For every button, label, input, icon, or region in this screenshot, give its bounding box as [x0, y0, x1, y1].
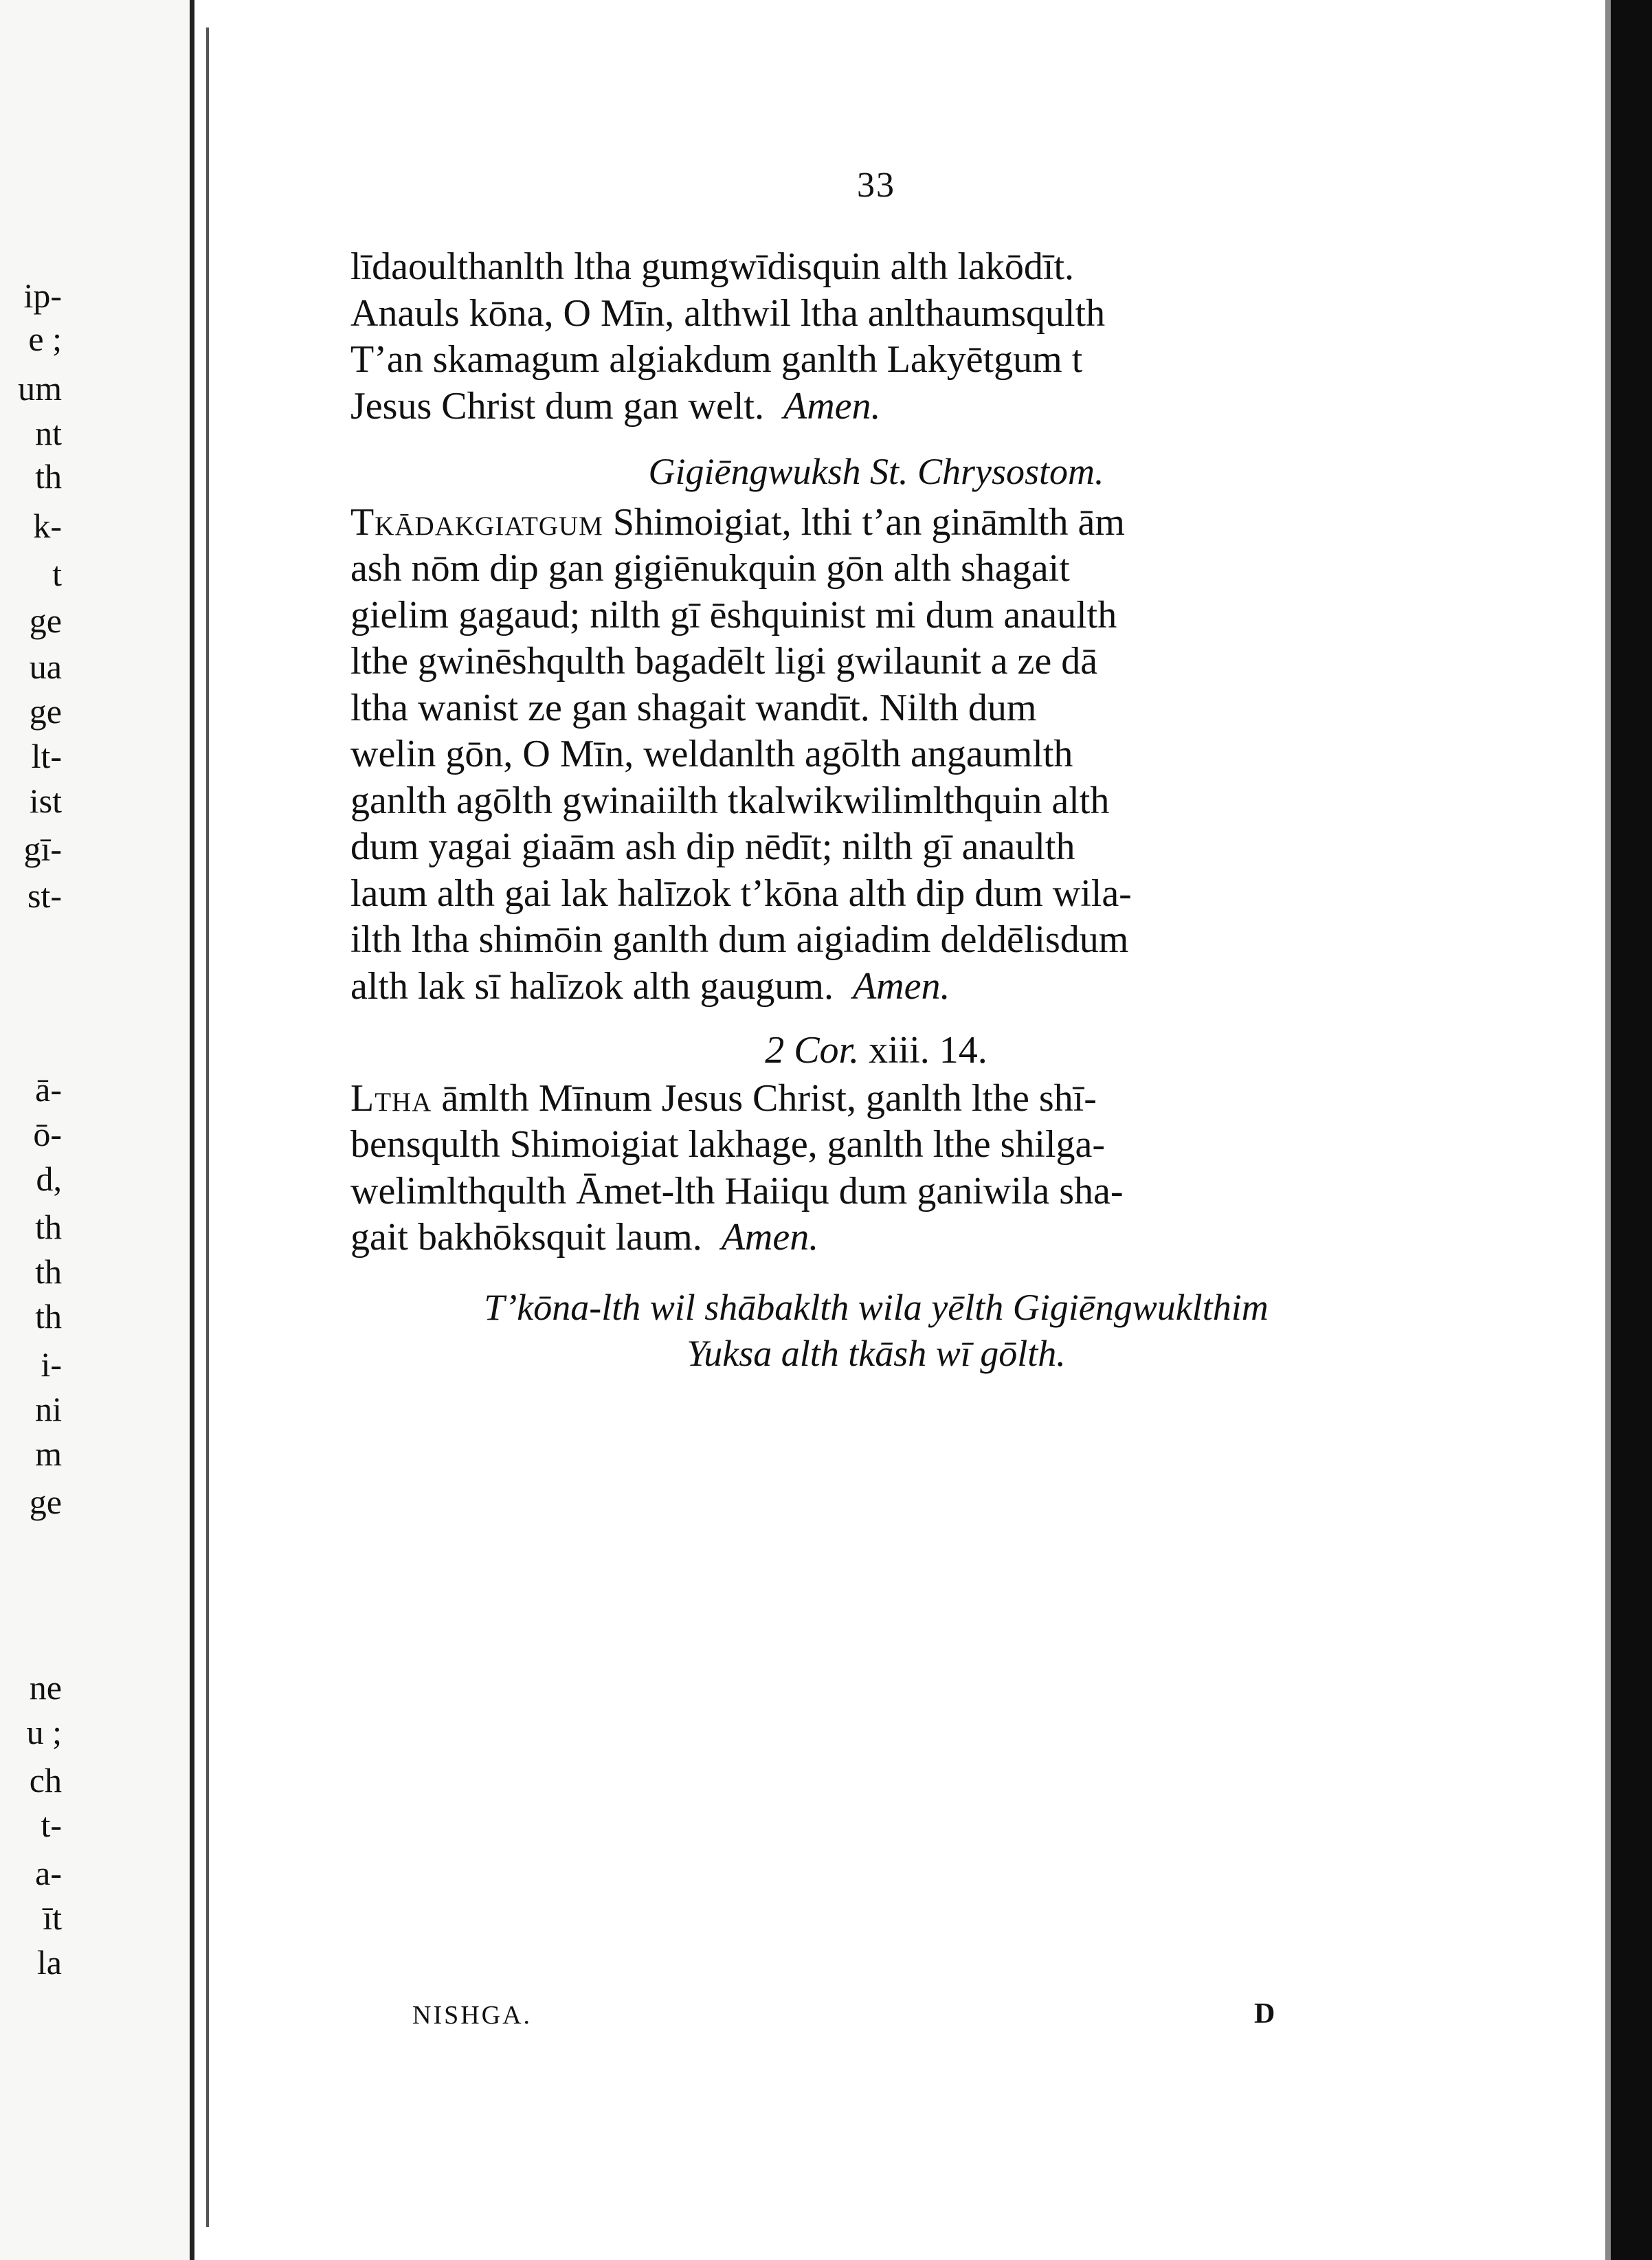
facing-page-fragment: th — [35, 1252, 62, 1291]
text-line: ilth ltha shimōin ganlth dum aigiadim deldēlisdum — [350, 918, 1129, 961]
facing-page-fragment: nt — [35, 414, 62, 452]
gutter-shadow — [206, 27, 209, 2227]
facing-page-fragment: i- — [41, 1345, 62, 1384]
facing-page-fragment: ge — [29, 692, 62, 731]
facing-page-strip — [0, 0, 194, 2260]
footer-signature: NISHGA. — [412, 2001, 533, 2030]
scripture-reference — [350, 1028, 1402, 1074]
text-line: lthe gwinēshqulth bagadēlt ligi gwilaunit a ze dā — [350, 640, 1098, 683]
facing-page-fragment: ua — [29, 647, 62, 686]
facing-page-fragment: ge — [29, 1483, 62, 1521]
footer-signature-mark: D — [1254, 1998, 1275, 2030]
facing-page-fragment: u ; — [26, 1713, 62, 1751]
facing-page-fragment: ne — [29, 1668, 62, 1707]
text-fragment: Shimoigiat, lthi t’an gināmlth ām — [603, 500, 1125, 544]
closing-line: T’kōna-lth wil shābaklth wila yēlth Gigiēngwuklthim — [484, 1286, 1269, 1328]
amen-word: Amen. — [721, 1216, 819, 1259]
facing-page-fragment: ā- — [35, 1070, 62, 1109]
facing-page-fragment: ni — [35, 1390, 62, 1428]
facing-page-fragment: ist — [29, 782, 62, 820]
text-page — [350, 165, 1402, 1377]
text-line — [350, 500, 1402, 546]
section-heading: Gigiēngwuksh St. Chrysostom. — [648, 451, 1104, 492]
opening-paragraph — [350, 244, 1402, 430]
facing-page-fragment: t — [52, 555, 62, 593]
facing-page-fragment: e ; — [28, 320, 62, 358]
facing-page-fragment: th — [35, 457, 62, 496]
text-line: T’an skamagum algiakdum ganlth Lakyētgum t — [350, 338, 1083, 381]
text-fragment: gait bakhōksquit laum. — [350, 1216, 702, 1259]
text-line: ash nōm dip gan gigiēnukquin gōn alth shagait — [350, 547, 1070, 590]
facing-page-fragment: t- — [41, 1806, 62, 1844]
text-line — [350, 964, 1402, 1010]
text-line: welimlthqulth Āmet-lth Haiiqu dum ganiwila sha- — [350, 1169, 1124, 1212]
facing-page-fragment: d, — [36, 1160, 62, 1198]
closing-line: Yuksa alth tkāsh wī gōlth. — [687, 1333, 1066, 1374]
text-line — [350, 1076, 1402, 1122]
text-line: laum alth gai lak halīzok t’kōna alth dip dum wila- — [350, 872, 1132, 915]
text-line: bensqulth Shimoigiat lakhage, ganlth lthe shilga- — [350, 1123, 1106, 1166]
text-line: dum yagai giaām ash dip nēdīt; nilth gī anaulth — [350, 826, 1075, 868]
facing-page-fragment: ip- — [23, 276, 62, 315]
text-line: ganlth agōlth gwinaiilth tkalwikwilimlthquin alth — [350, 779, 1110, 822]
facing-page-fragment: m — [35, 1434, 62, 1473]
prayer-paragraph — [350, 500, 1402, 1010]
text-line: welin gōn, O Mīn, weldanlth agōlth angaumlth — [350, 733, 1073, 775]
page-number: 33 — [857, 166, 895, 205]
facing-page-fragment: a- — [35, 1854, 62, 1892]
facing-page-fragment: ge — [29, 601, 62, 640]
facing-page-fragment: um — [18, 369, 62, 408]
amen-word: Amen. — [852, 964, 950, 1008]
page-edge — [1611, 0, 1652, 2260]
text-line — [350, 1215, 1402, 1261]
text-line: līdaoulthanlth ltha gumgwīdisquin alth lakōdīt. — [350, 245, 1075, 288]
facing-page-fragment: k- — [33, 507, 62, 545]
lead-word: Ltha — [350, 1076, 432, 1120]
facing-page-fragment: th — [35, 1297, 62, 1336]
gutter-fold — [190, 0, 194, 2260]
amen-word: Amen. — [783, 384, 881, 428]
page-edge-shadow — [1605, 0, 1611, 2260]
closing-rubric — [350, 1285, 1402, 1377]
facing-page-fragment: st- — [27, 876, 62, 915]
text-fragment: Jesus Christ dum gan welt. — [350, 384, 764, 428]
text-fragment: alth lak sī halīzok alth gaugum. — [350, 964, 834, 1008]
facing-page-fragment: īt — [43, 1898, 62, 1937]
facing-page-fragment: ō- — [33, 1115, 62, 1153]
facing-page-fragment: ch — [29, 1761, 62, 1799]
text-line: ltha wanist ze gan shagait wandīt. Nilth dum — [350, 686, 1037, 729]
facing-page-fragment: th — [35, 1208, 62, 1246]
blessing-paragraph — [350, 1076, 1402, 1261]
facing-page-fragment: lt- — [31, 737, 62, 775]
facing-page-fragment: la — [36, 1943, 62, 1982]
facing-page-fragment: gī- — [23, 830, 62, 868]
text-line: gielim gagaud; nilth gī ēshquinist mi dum anaulth — [350, 593, 1117, 636]
ref-verse: xiii. 14. — [869, 1029, 987, 1072]
text-fragment: āmlth Mīnum Jesus Christ, ganlth lthe shī- — [432, 1076, 1097, 1120]
ref-book: 2 Cor. — [765, 1029, 860, 1072]
text-line: Anauls kōna, O Mīn, althwil ltha anlthaumsqulth — [350, 291, 1106, 335]
lead-word: Tkādakgiatgum — [350, 500, 603, 544]
text-line — [350, 384, 1402, 430]
